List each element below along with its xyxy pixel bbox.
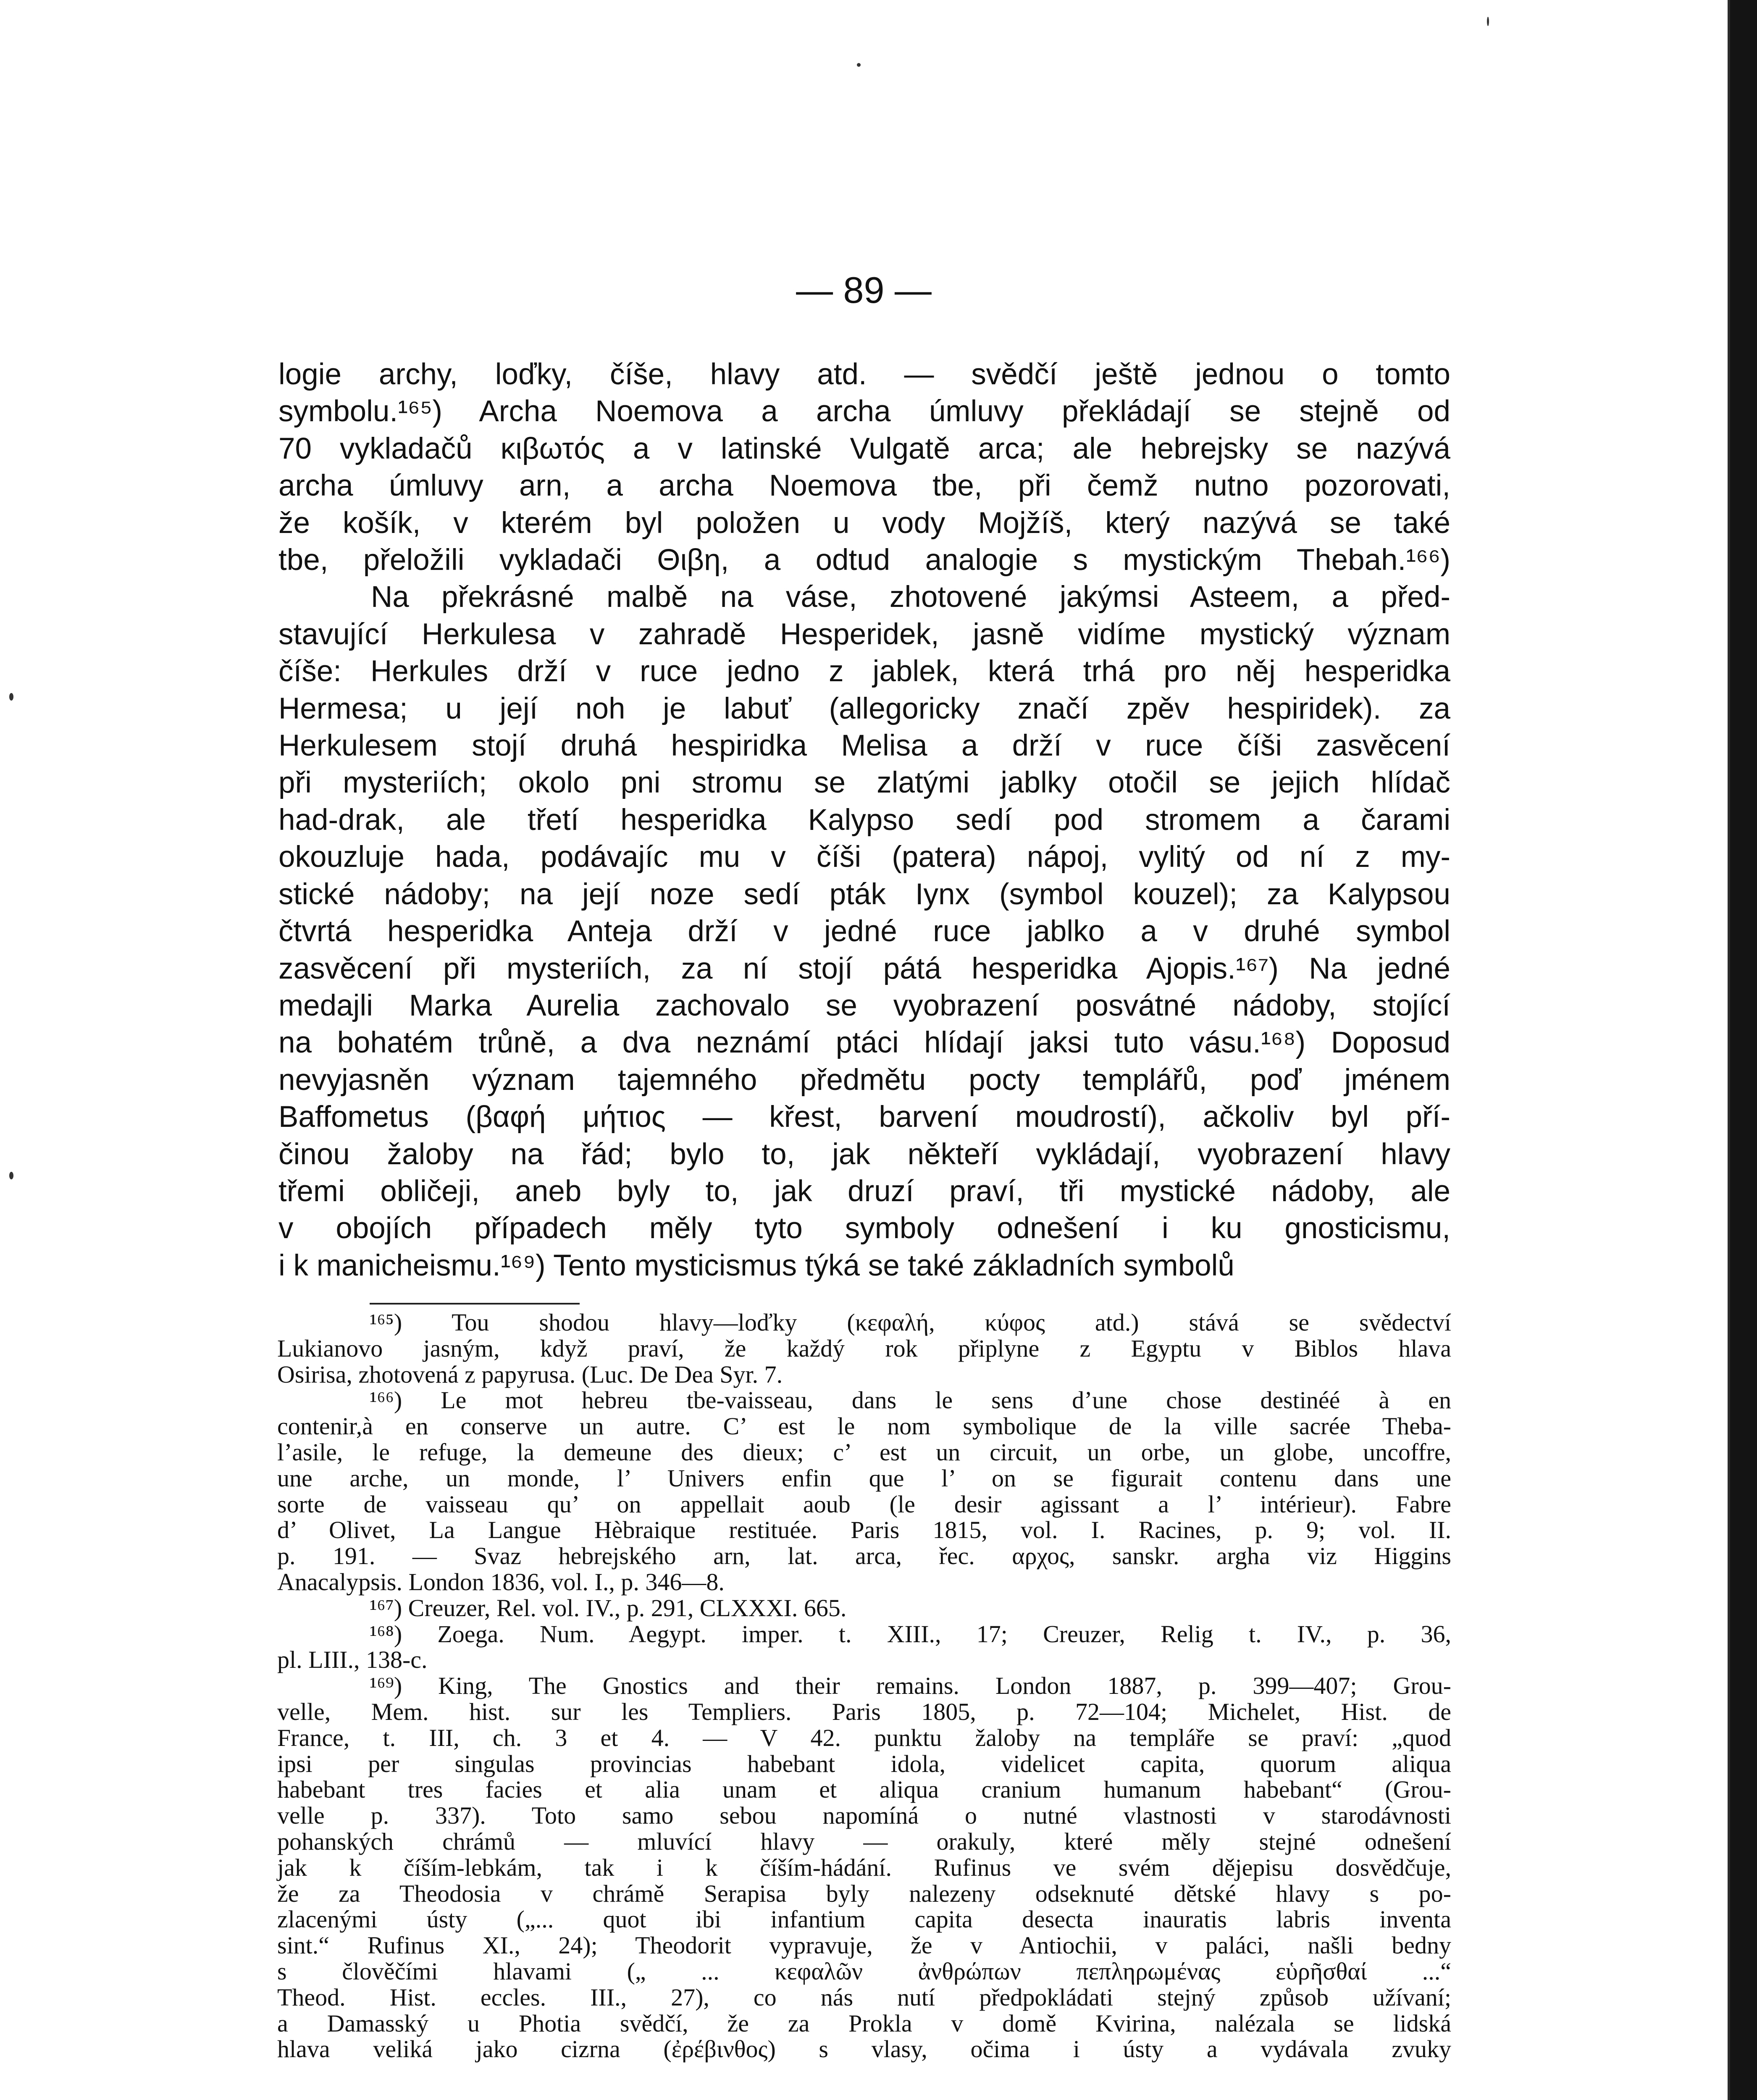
text-line: na bohatém trůně, a dva neznámí ptáci hlídají jaksi tuto vásu.¹⁶⁸) Doposud <box>278 1026 1450 1060</box>
footnote-line: ¹⁶⁸) Zoega. Num. Aegypt. imper. t. XIII., 17; Creuzer, Relig t. IV., p. 36, <box>370 1620 1451 1648</box>
text-line: Herkulesem stojí druhá hespiridka Melisa a drží v ruce číši zasvěcení <box>278 729 1450 763</box>
text-line: archa úmluvy arn, a archa Noemova tbe, při čemž nutno pozorovati, <box>278 469 1450 503</box>
text-line: stické nádoby; na její noze sedí pták Iynx (symbol kouzel); za Kalypsou <box>278 877 1450 911</box>
footnote-divider <box>370 1303 580 1305</box>
footnote-line: sorte de vaisseau qu’ on appellait aoub (le desir agissant a l’ intérieur). Fabre <box>277 1490 1451 1518</box>
scan-speck <box>9 693 13 701</box>
text-line: třemi obličeji, aneb byly to, jak druzí praví, tři mystické nádoby, ale <box>278 1174 1450 1208</box>
footnote-line: contenir,à en conserve un autre. C’ est le nom symbolique de la ville sacrée Theba- <box>277 1412 1451 1440</box>
scan-speck <box>9 1172 13 1179</box>
footnote-line: hlava veliká jako cizrna (ἐρέβινθος) s vlasy, očima i ústy a vydávala zvuky <box>277 2035 1451 2063</box>
text-line: nevyjasněn význam tajemného předmětu pocty templářů, poď jménem <box>278 1063 1450 1097</box>
footnote-line: pohanských chrámů — mluvící hlavy — orakuly, které měly stejné odnešení <box>277 1827 1451 1855</box>
text-line: 70 vykladačů κιβωτός a v latinské Vulgatě arca; ale hebrejsky se nazývá <box>278 432 1450 465</box>
text-line: Hermesa; u její noh je labuť (allegoricky značí zpěv hespiridek). za <box>278 692 1450 725</box>
text-line: stavující Herkulesa v zahradě Hesperidek, jasně vidíme mystický význam <box>278 617 1450 651</box>
text-line: Na překrásné malbě na váse, zhotovené jakýmsi Asteem, a před- <box>371 580 1450 614</box>
text-line: že košík, v kterém byl položen u vody Mojžíš, který nazývá se také <box>278 506 1450 540</box>
text-line: tbe, přeložili vykladači Θιβη, a odtud analogie s mystickým Thebah.¹⁶⁶) <box>278 543 1450 577</box>
footnote-line: une arche, un monde, l’ Univers enfin que l’ on se figurait contenu dans une <box>277 1464 1451 1492</box>
footnote-line: p. 191. — Svaz hebrejského arn, lat. arca, řec. αρχος, sanskr. argha viz Higgins <box>277 1542 1451 1570</box>
footnote-line: Osirisa, zhotovená z papyrusa. (Luc. De Dea Syr. 7. <box>277 1360 783 1388</box>
footnote-line: Theod. Hist. eccles. III., 27), co nás nutí předpokládati stejný způsob užívaní; <box>277 1983 1451 2011</box>
text-line: číše: Herkules drží v ruce jedno z jablek, která trhá pro něj hesperidka <box>278 655 1450 688</box>
footnote-line: l’asile, le refuge, la demeune des dieux; c’ est un circuit, un orbe, un globe, uncoffre, <box>277 1438 1451 1466</box>
footnote-line: sint.“ Rufinus XI., 24); Theodorit vypravuje, že v Antiochii, v paláci, našli bedny <box>277 1932 1451 1959</box>
page-number: — 89 — <box>796 269 932 311</box>
footnote-line: jak k číším-lebkám, tak i k číším-hádání. Rufinus ve svém dějepisu dosvědčuje, <box>277 1853 1451 1881</box>
text-line: Baffometus (βαφή μήτιος — křest, barvení moudrostí), ačkoliv byl pří- <box>278 1100 1450 1134</box>
footnote-line: habebant tres facies et alia unam et aliqua cranium humanum habebant“ (Grou- <box>277 1776 1451 1803</box>
scan-speck <box>1487 17 1489 26</box>
footnote-line: France, t. III, ch. 3 et 4. — V 42. punktu žaloby na templáře se praví: „quod <box>277 1724 1451 1751</box>
text-line: zasvěcení při mysteriích, za ní stojí pátá hesperidka Ajopis.¹⁶⁷) Na jedné <box>278 952 1450 985</box>
text-line: v obojích případech měly tyto symboly odnešení i ku gnosticismu, <box>278 1212 1450 1245</box>
text-line: čtvrtá hesperidka Anteja drží v jedné ruce jablko a v druhé symbol <box>278 915 1450 948</box>
footnote-line: ¹⁶⁶) Le mot hebreu tbe-vaisseau, dans le sens d’une chose destinéé à en <box>370 1386 1451 1414</box>
footnote-line: ¹⁶⁹) King, The Gnostics and their remains. London 1887, p. 399—407; Grou- <box>370 1672 1451 1700</box>
text-line: i k manicheismu.¹⁶⁹) Tento mysticismus týká se také základních symbolů <box>278 1249 1234 1282</box>
text-line: činou žaloby na řád; bylo to, jak někteří vykládají, vyobrazení hlavy <box>278 1137 1450 1171</box>
footnote-line: s člověčími hlavami („ ... κεφαλῶν ἀνθρώπων πεπληρωμένας εὑρῆσθαί ...“ <box>277 1957 1451 1985</box>
text-line: logie archy, loďky, číše, hlavy atd. — svědčí ještě jednou o tomto <box>278 358 1450 391</box>
footnote-line: ¹⁶⁷) Creuzer, Rel. vol. IV., p. 291, CLXXXI. 665. <box>370 1594 847 1622</box>
footnote-line: pl. LIII., 138-c. <box>277 1646 428 1674</box>
footnote-line: že za Theodosia v chrámě Serapisa byly nalezeny odseknuté dětské hlavy s po- <box>277 1880 1451 1907</box>
footnote-line: ¹⁶⁵) Tou shodou hlavy—loďky (κεφαλή, κύφος atd.) stává se svědectví <box>370 1309 1451 1336</box>
footnote-line: zlacenými ústy („... quot ibi infantium capita desecta inauratis labris inventa <box>277 1906 1451 1933</box>
footnote-line: ipsi per singulas provincias habebant idola, videlicet capita, quorum aliqua <box>277 1750 1451 1777</box>
footnote-line: a Damasský u Photia svědčí, že za Prokla v domě Kvirina, nalézala se lidská <box>277 2009 1451 2037</box>
footnote-line: Lukianovo jasným, když praví, že každý rok připlyne z Egyptu v Biblos hlava <box>277 1334 1451 1362</box>
main-text <box>278 356 1450 1284</box>
text-line: medajli Marka Aurelia zachovalo se vyobrazení posvátné nádoby, stojící <box>278 989 1450 1022</box>
text-line: při mysteriích; okolo pni stromu se zlatými jablky otočil se jejich hlídač <box>278 766 1450 800</box>
text-line: had-drak, ale třetí hesperidka Kalypso sedí pod stromem a čarami <box>278 803 1450 837</box>
text-line: symbolu.¹⁶⁵) Archa Noemova a archa úmluvy překládají se stejně od <box>278 395 1450 428</box>
footnote-line: velle p. 337). Toto samo sebou napomíná o nutné vlastnosti v starodávnosti <box>277 1802 1451 1830</box>
scan-speck <box>857 63 861 67</box>
footnote-line: Anacalypsis. London 1836, vol. I., p. 346—8. <box>277 1568 725 1596</box>
text-line: okouzluje hada, podávajíc mu v číši (patera) nápoj, vylitý od ní z my- <box>278 840 1450 874</box>
footnote-line: velle, Mem. hist. sur les Templiers. Paris 1805, p. 72—104; Michelet, Hist. de <box>277 1698 1451 1725</box>
footnote-line: d’ Olivet, La Langue Hèbraique restituée. Paris 1815, vol. I. Racines, p. 9; vol. II. <box>277 1516 1451 1544</box>
footnotes <box>277 1310 1451 2062</box>
